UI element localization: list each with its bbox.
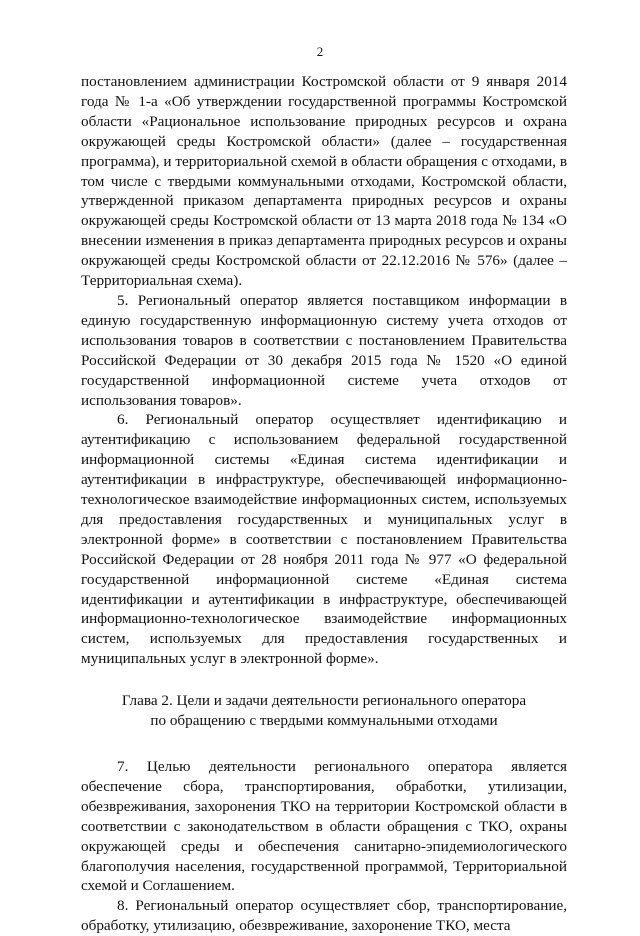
document-body: [81, 72, 567, 936]
paragraph-continuation: постановлением администрации Костромской области от 9 января 2014 года № 1-а «Об утверждении государственной программы Костромской области «Рациональное использование природных ресурсов и охрана окружающей среды Костромской области» (далее – государственная программа), и территориальной схемой в области обращения с отходами, в том числе с твердыми коммунальными отходами, Костромской области, утвержденной приказом департамента природных ресурсов и охраны окружающей среды Костромской области от 13 марта 2018 года № 134 «О внесении изменения в приказ департамента природных ресурсов и охраны окружающей среды Костромской области от 22.12.2016 № 576» (далее – Территориальная схема).: [81, 73, 567, 290]
paragraph-item-7: 7. Целью деятельности регионального оператора является обеспечение сбора, транспортирования, обработки, утилизации, обезвреживания, захоронения ТКО на территории Костромской области в соответствии с законодательством в области обращения с ТКО, охраны окружающей среды и обеспечения санитарно-эпидемиологического благополучия населения, государственной программой, Территориальной схемой и Соглашением.: [81, 758, 567, 895]
paragraph-item-8: 8. Региональный оператор осуществляет сбор, транспортирование, обработку, утилизацию, обезвреживание, захоронение ТКО, места: [81, 897, 567, 935]
chapter-heading: [81, 691, 567, 731]
page-number: 2: [316, 44, 324, 59]
paragraph-item-6: 6. Региональный оператор осуществляет идентификацию и аутентификацию с использованием федеральной государственной информационной системы «Единая система идентификации и аутентификации в инфраструктуре, обеспечивающей информационно-технологическое взаимодействие информационных систем, используемых для предоставления государственных и муниципальных услуг в электронной форме» в соответствии с постановлением Правительства Российской Федерации от 28 ноября 2011 года № 977 «О федеральной государственной информационной системе «Единая система идентификации и аутентификации в инфраструктуре, обеспечивающей информационно-технологическое взаимодействие информационных систем, используемых для предоставления государственных и муниципальных услуг в электронной форме».: [81, 411, 567, 668]
chapter-heading-line-2: по обращению с твердыми коммунальными отходами: [150, 712, 498, 730]
chapter-heading-line-1: Глава 2. Цели и задачи деятельности регионального оператора: [121, 692, 527, 710]
paragraph-item-5: 5. Региональный оператор является поставщиком информации в единую государственную информационную систему учета отходов от использования товаров в соответствии с постановлением Правительства Российской Федерации от 30 декабря 2015 года № 1520 «О единой государственной информационной системе учета отходов от использования товаров».: [81, 291, 567, 409]
